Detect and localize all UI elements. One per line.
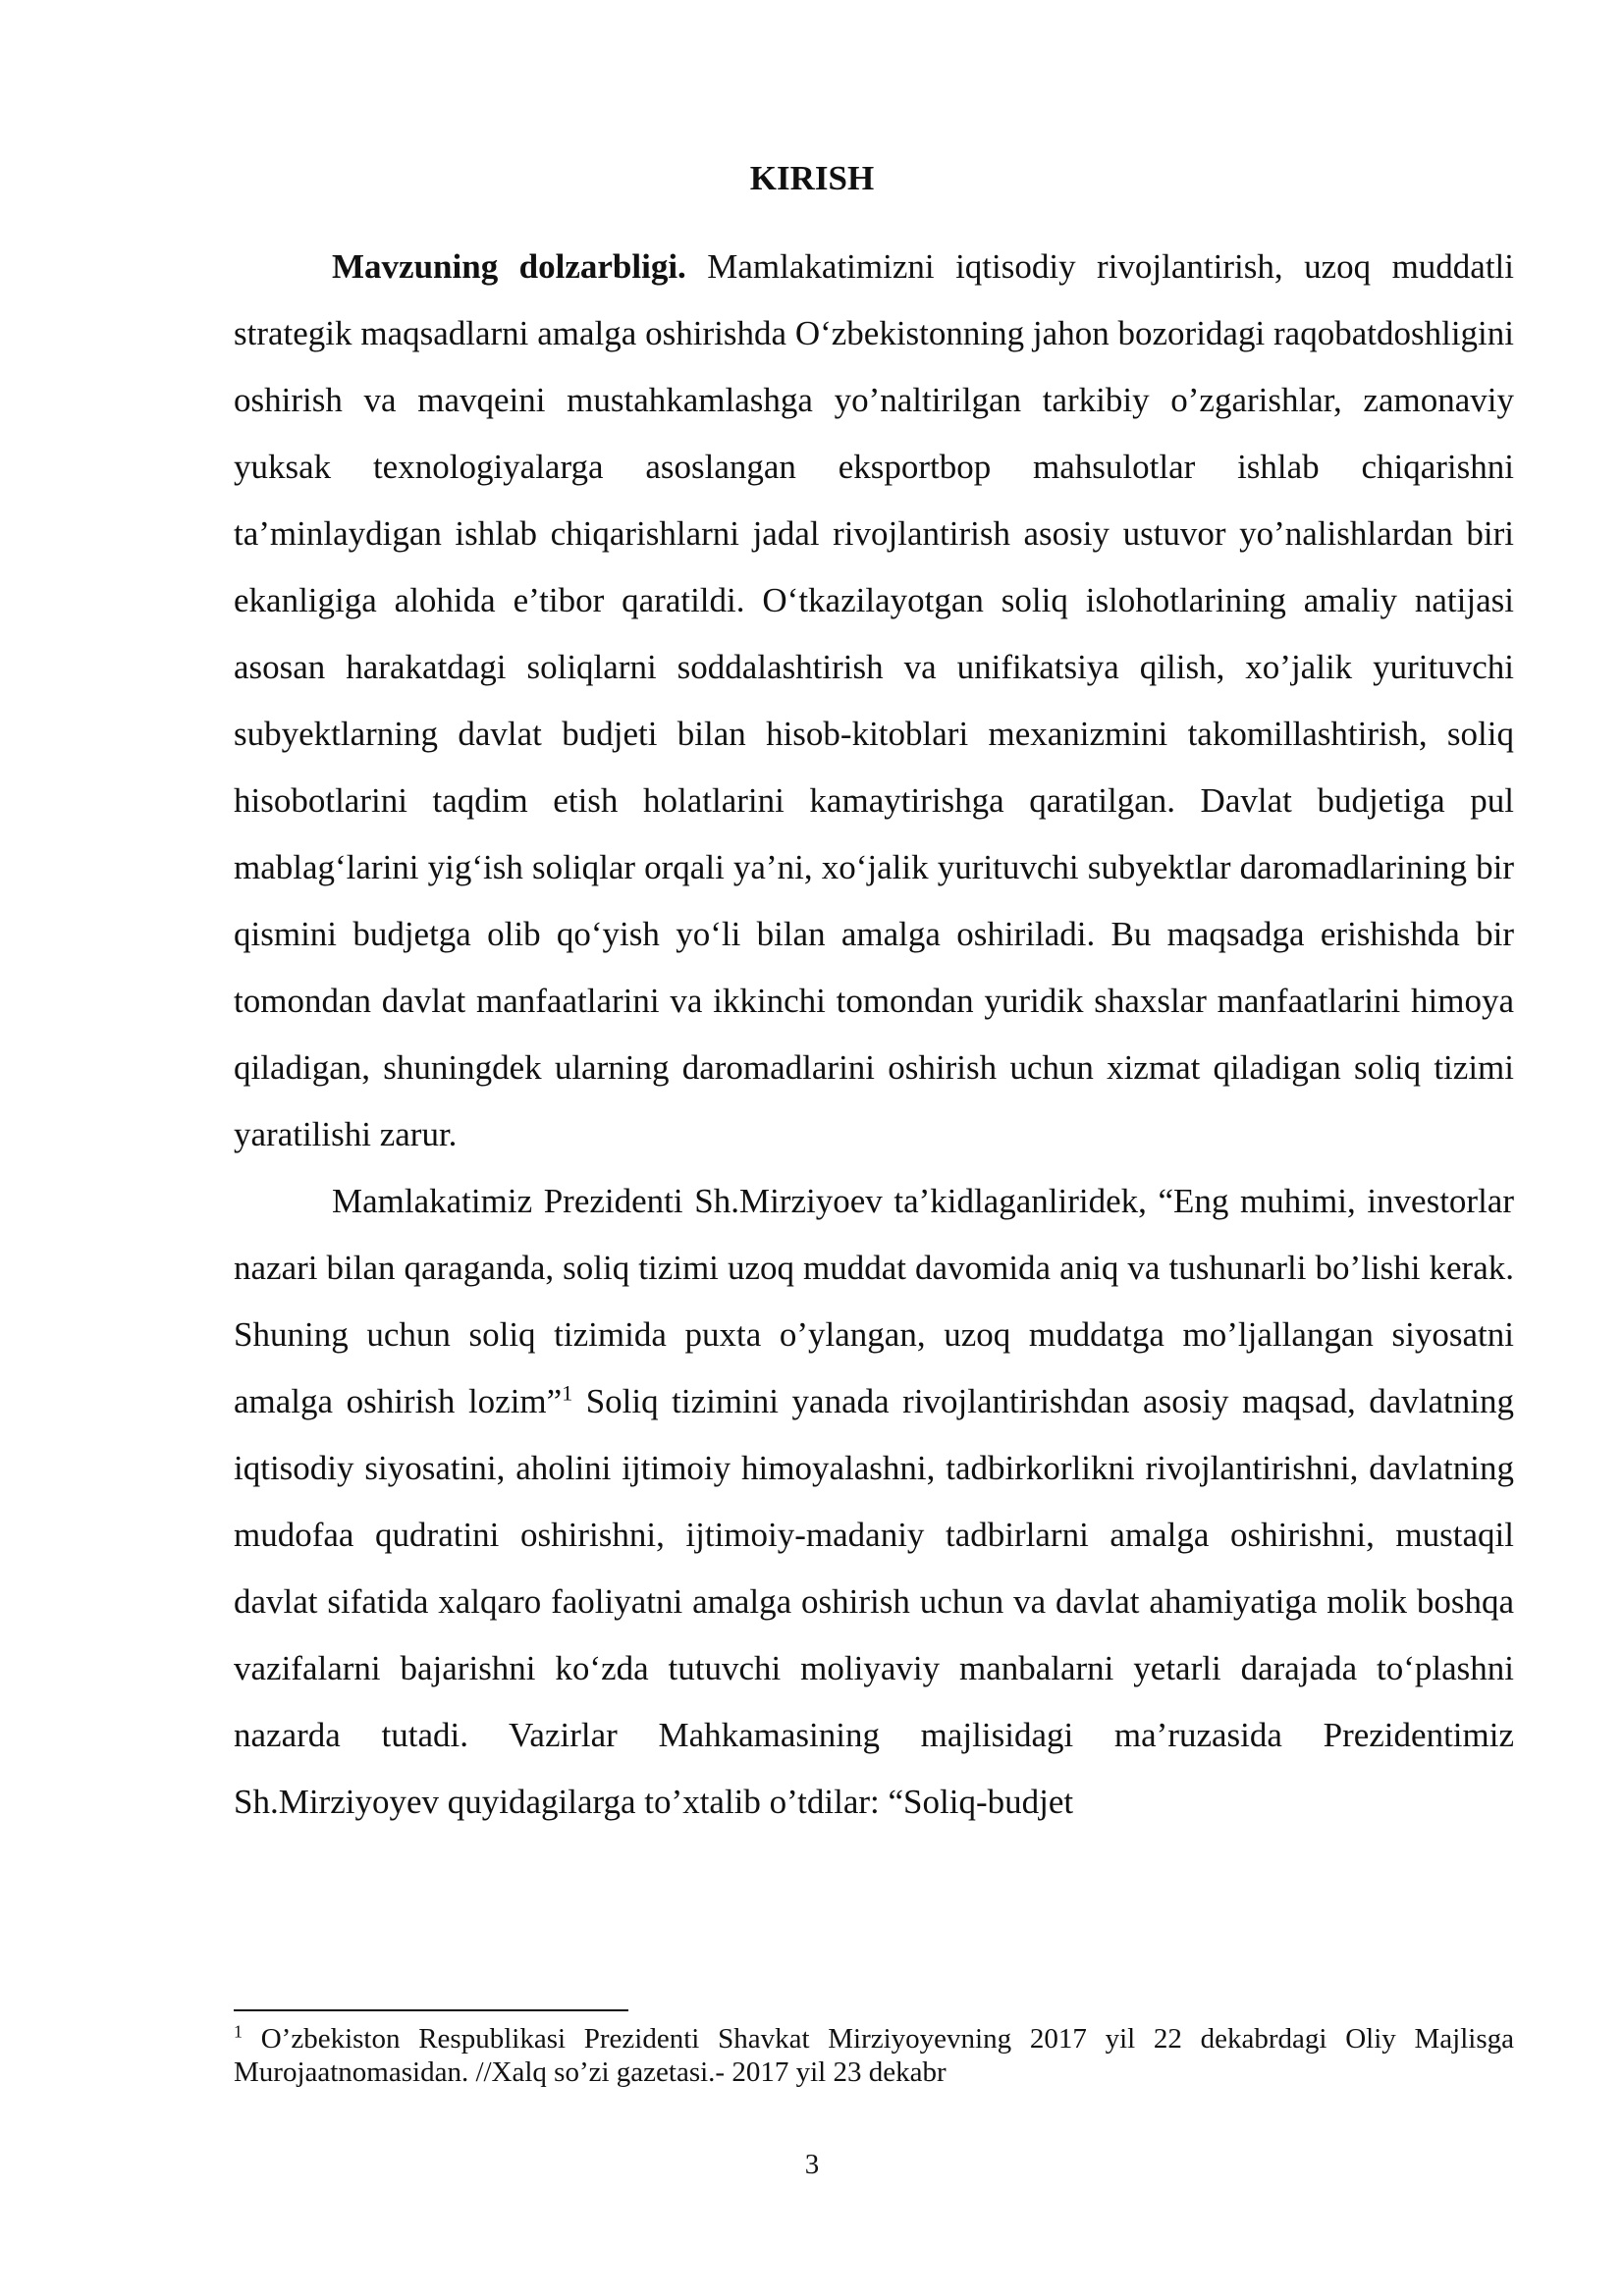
body-text	[234, 234, 1514, 1836]
footnote-reference[interactable]: 1	[562, 1380, 573, 1406]
paragraph-text-after-ref: Soliq tizimini yanada rivojlantirishdan asosiy maqsad, davlatning iqtisodiy siyosatini, aholini ijtimoiy himoyalashni, tadbirkorlikni rivojlantirishni, davlatning mudofaa qudratini oshirishni, ijtimoiy-madaniy tadbirlarni amalga oshirishni, mustaqil davlat sifatida xalqaro faoliyatni amalga oshirish uchun va davlat ahamiyatiga molik boshqa vazifalarni bajarishni ko‘zda tutuvchi moliyaviy manbalarni yetarli darajada to‘plashni nazarda tutadi. Vazirlar Mahkamasining majlisidagi ma’ruzasida Prezidentimiz Sh.Mirziyoyev quyidagilarga to’xtalib o’tdilar: “Soliq-budjet	[234, 1382, 1514, 1821]
footnote-text: O’zbekiston Respublikasi Prezidenti Shavkat Mirziyoyevning 2017 yil 22 dekabrdagi Oliy Majlisga Murojaatnomasidan. //Xalq so’zi gazetasi.- 2017 yil 23 dekabr	[234, 2023, 1514, 2088]
paragraph-president-quote	[234, 1168, 1514, 1836]
footnote-separator	[234, 2009, 628, 2011]
paragraph-text-before-ref: Mamlakatimiz Prezidenti Sh.Mirziyoev ta’kidlaganliridek, “Eng muhimi, investorlar nazari bilan qaraganda, soliq tizimi uzoq muddat davomida aniq va tushunarli bo’lishi kerak. Shuning uchun soliq tizimida puxta o’ylangan, uzoq muddatga mo’ljallangan siyosatni amalga oshirish lozim”	[234, 1182, 1514, 1420]
footnote-number: 1	[234, 2021, 243, 2042]
page-number: 3	[804, 2149, 820, 2180]
section-heading: KIRISH	[749, 159, 875, 197]
paragraph-text: Mamlakatimizni iqtisodiy rivojlantirish, uzoq muddatli strategik maqsadlarni amalga oshirishda O‘zbekistonning jahon bozoridagi raqobatdoshligini oshirish va mavqeini mustahkamlashga yo’naltirilgan tarkibiy o’zgarishlar, zamonaviy yuksak texnologiyalarga asoslangan eksportbop mahsulotlar ishlab chiqarishni ta’minlaydigan ishlab chiqarishlarni jadal rivojlantirish asosiy ustuvor yo’nalishlardan biri ekanligiga alohida e’tibor qaratildi. O‘tkazilayotgan soliq islohotlarining amaliy natijasi asosan harakatdagi soliqlarni soddalashtirish va unifikatsiya qilish, xo’jalik yurituvchi subyektlarning davlat budjeti bilan hisob-kitoblari mexanizmini takomillashtirish, soliq hisobotlarini taqdim etish holatlarini kamaytirishga qaratilgan. Davlat budjetiga pul mablag‘larini yig‘ish soliqlar orqali ya’ni, xo‘jalik yurituvchi subyektlar daromadlarining bir qismini budjetga olib qo‘yish yo‘li bilan amalga oshiriladi. Bu maqsadga erishishda bir tomondan davlat manfaatlarini va ikkinchi tomondan yuridik shaxslar manfaatlarini himoya qiladigan, shuningdek ularning daromadlarini oshirish uchun xizmat qiladigan soliq tizimi yaratilishi zarur.	[234, 247, 1515, 1153]
paragraph-relevance	[234, 234, 1514, 1168]
paragraph-lead: Mavzuning dolzarbligi.	[332, 247, 686, 286]
footnote	[234, 2022, 1514, 2089]
